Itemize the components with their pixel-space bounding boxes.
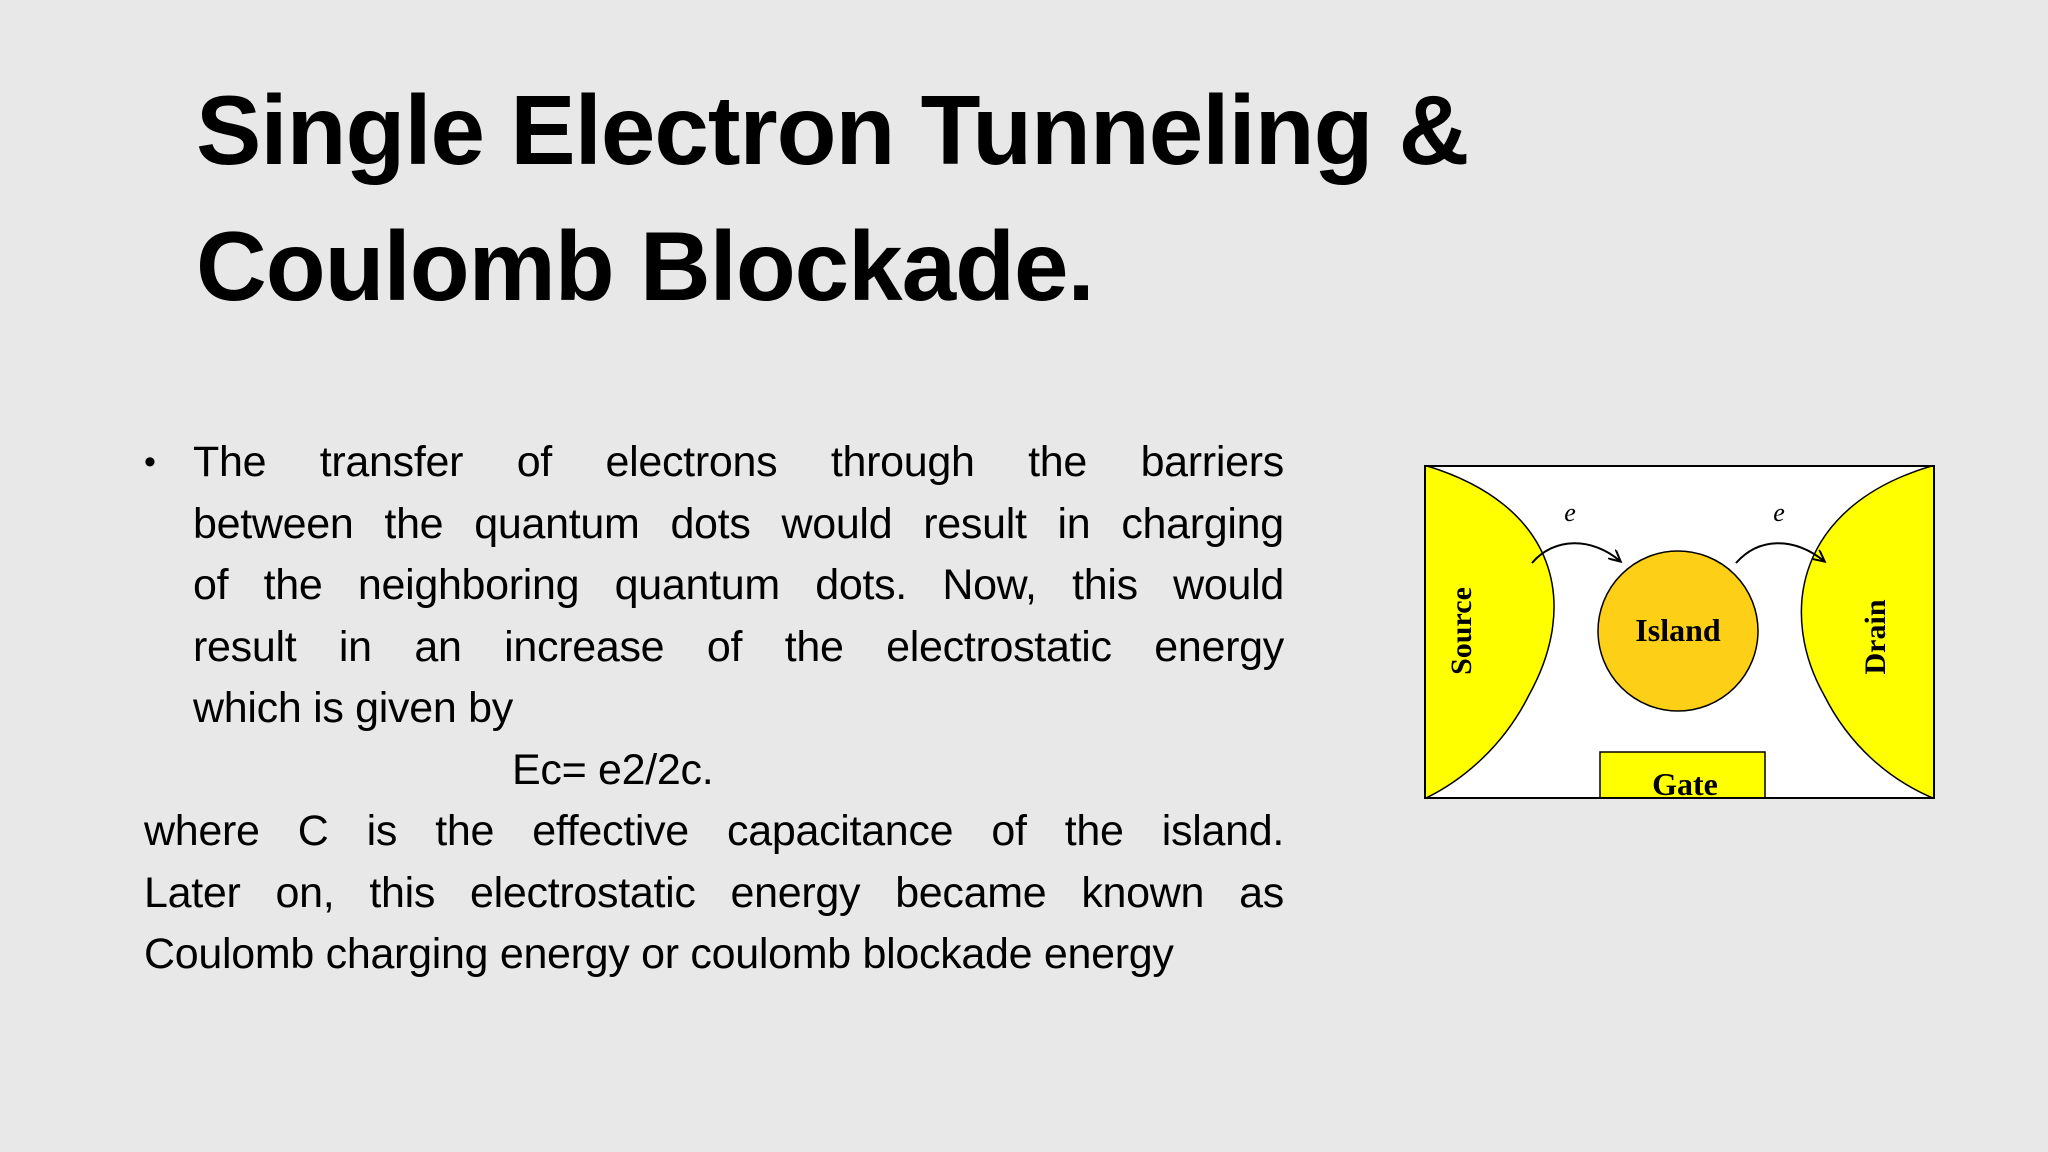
word: this (369, 868, 436, 917)
word: barriers (1140, 438, 1284, 486)
bullet-item (144, 432, 1284, 740)
word: quantum (474, 499, 640, 548)
word: of (193, 561, 229, 609)
word: known (1081, 868, 1205, 917)
bullet-line-3 (193, 555, 1284, 617)
bullet-line-2 (193, 494, 1284, 556)
para-line-3: Coulomb charging energy or coulomb blockade energy (144, 930, 1174, 978)
word: result (923, 499, 1027, 548)
word: capacitance (727, 807, 954, 855)
energy-formula: Ec= e2/2c. (512, 745, 714, 794)
word: in (1057, 499, 1091, 548)
word: the (1064, 807, 1124, 855)
word: dots. (815, 561, 907, 609)
slide-title (196, 62, 1696, 334)
word: would (1173, 561, 1284, 609)
word: The (193, 438, 267, 486)
word: became (895, 868, 1047, 917)
word: of (706, 622, 743, 671)
electron-label-right: e (1773, 498, 1785, 527)
word: quantum (614, 561, 780, 609)
bullet-line-4 (193, 617, 1284, 679)
word: in (338, 622, 372, 671)
word: of (516, 438, 552, 486)
word: neighboring (357, 561, 580, 609)
body-text (144, 432, 1284, 986)
word: is (366, 807, 398, 855)
word: increase (504, 622, 665, 671)
drain-label: Drain (1859, 599, 1892, 675)
word: the (384, 499, 444, 548)
word: electrons (605, 438, 778, 486)
word: on, (275, 868, 335, 917)
bullet-text (193, 432, 1284, 740)
word: electrostatic (886, 622, 1112, 671)
bullet-marker: • (144, 443, 156, 481)
word: of (991, 807, 1027, 855)
gate-label: Gate (1652, 766, 1718, 799)
set-diagram-svg (1424, 465, 1935, 799)
title-line-1: Single Electron Tunneling & (196, 75, 1469, 185)
para-line-2 (144, 863, 1284, 925)
word: transfer (319, 438, 464, 486)
word: electrostatic (470, 868, 696, 917)
word: energy (730, 868, 861, 917)
word: this (1072, 561, 1138, 609)
word: as (1239, 868, 1284, 917)
word: an (414, 622, 462, 671)
word: the (784, 622, 844, 671)
para-line-1 (144, 801, 1284, 863)
island-label: Island (1635, 612, 1721, 648)
word: the (435, 807, 495, 855)
word: between (193, 499, 354, 548)
word: Later (144, 868, 241, 917)
title-line-2: Coulomb Blockade. (196, 211, 1094, 321)
word: result (193, 622, 297, 671)
word: where (144, 807, 260, 855)
word: island. (1161, 807, 1284, 855)
word: energy (1154, 622, 1284, 671)
word: dots (670, 499, 751, 548)
word: the (263, 561, 323, 609)
word: Now, (942, 561, 1037, 609)
word: effective (532, 807, 689, 855)
electron-label-left: e (1564, 498, 1576, 527)
word: the (1028, 438, 1088, 486)
bullet-line-1 (193, 432, 1284, 494)
word: would (781, 499, 893, 548)
word: C (297, 807, 329, 855)
word: charging (1121, 499, 1284, 548)
source-label: Source (1445, 587, 1478, 675)
set-diagram (1424, 465, 1935, 799)
word: through (830, 438, 975, 486)
bullet-line-5: which is given by (193, 684, 513, 732)
